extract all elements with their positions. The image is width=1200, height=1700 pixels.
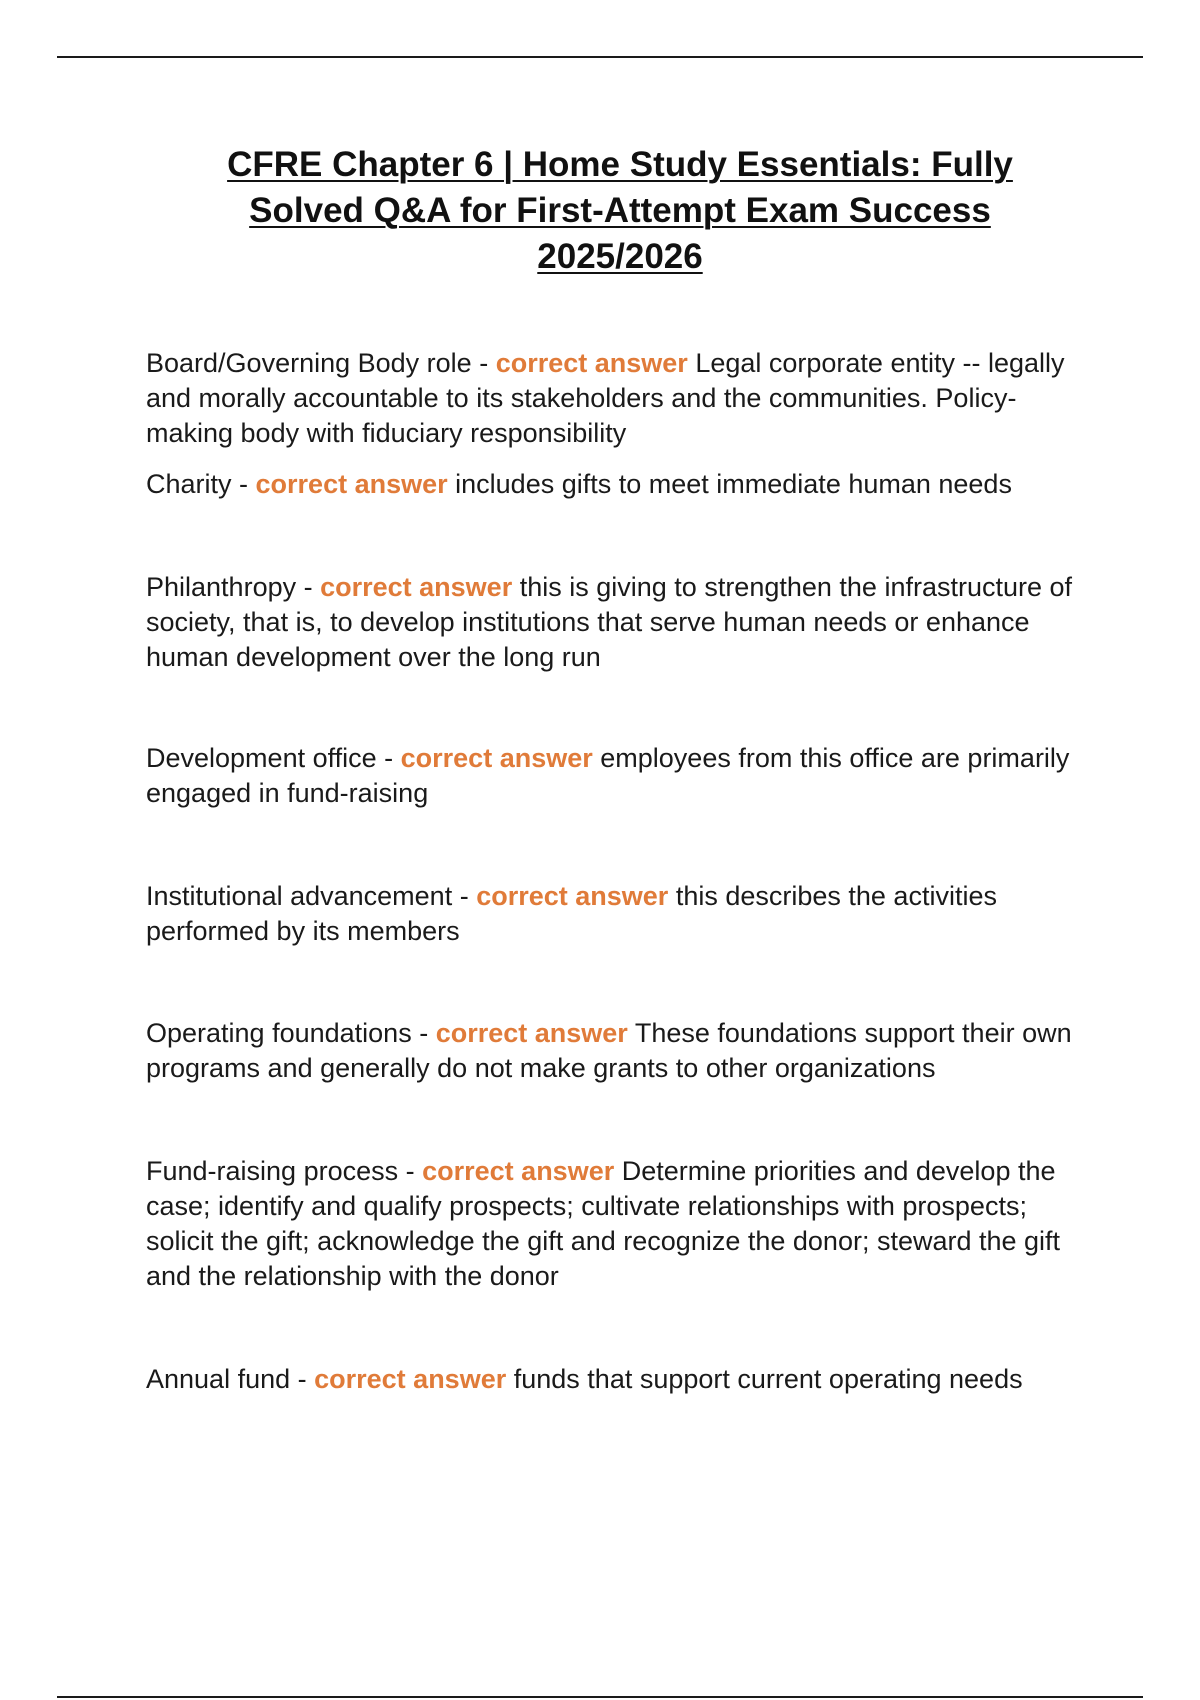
qa-term: Development office — [146, 743, 377, 773]
correct-answer-label: correct answer — [435, 1018, 628, 1048]
qa-separator: - — [452, 881, 477, 911]
correct-answer-label: correct answer — [422, 1156, 615, 1186]
qa-separator: - — [398, 1156, 423, 1186]
qa-item-institutional-advancement — [146, 879, 1086, 949]
correct-answer-label: correct answer — [314, 1364, 507, 1394]
qa-term: Charity — [146, 469, 232, 499]
qa-definition: funds that support current operating needs — [513, 1364, 1023, 1394]
title-line-1: CFRE Chapter 6 | Home Study Essentials: Fully — [227, 145, 1013, 184]
qa-definition: Legal corporate entity -- legally and morally accountable to its stakeholders and the communities. Policy-making body with fiduciary responsibility — [146, 348, 1065, 448]
qa-term: Institutional advancement — [146, 881, 453, 911]
qa-term: Annual fund — [146, 1364, 291, 1394]
document-title — [160, 142, 1080, 280]
top-rule — [57, 56, 1143, 58]
bottom-rule — [57, 1696, 1143, 1698]
qa-definition: includes gifts to meet immediate human needs — [455, 469, 1012, 499]
qa-separator: - — [411, 1018, 436, 1048]
qa-item-annual-fund — [146, 1362, 1086, 1397]
qa-separator: - — [376, 743, 401, 773]
qa-definition: Determine priorities and develop the case; identify and qualify prospects; cultivate relationships with prospects; solicit the gift; acknowledge the gift and recognize the donor; steward the gift and the relationship with the donor — [146, 1156, 1061, 1291]
qa-separator: - — [471, 348, 496, 378]
qa-item-fund-raising-process — [146, 1154, 1086, 1294]
qa-item-charity — [146, 467, 1086, 502]
qa-definition: this is giving to strengthen the infrastructure of society, that is, to develop institutions that serve human needs or enhance human development over the long run — [146, 572, 1073, 672]
qa-item-philanthropy — [146, 570, 1086, 675]
correct-answer-label: correct answer — [255, 469, 448, 499]
qa-separator: - — [296, 572, 321, 602]
qa-term: Philanthropy — [146, 572, 297, 602]
qa-definition: this describes the activities performed by its members — [146, 881, 997, 946]
correct-answer-label: correct answer — [476, 881, 669, 911]
title-line-3: 2025/2026 — [537, 237, 703, 276]
qa-item-development-office — [146, 741, 1086, 811]
qa-item-board-role — [146, 346, 1086, 451]
qa-separator: - — [290, 1364, 315, 1394]
qa-term: Fund-raising process — [146, 1156, 399, 1186]
correct-answer-label: correct answer — [320, 572, 513, 602]
correct-answer-label: correct answer — [495, 348, 688, 378]
qa-term: Board/Governing Body role — [146, 348, 472, 378]
title-line-2: Solved Q&A for First-Attempt Exam Success — [249, 191, 991, 230]
qa-term: Operating foundations — [146, 1018, 412, 1048]
qa-separator: - — [231, 469, 256, 499]
qa-item-operating-foundations — [146, 1016, 1086, 1086]
qa-definition: These foundations support their own programs and generally do not make grants to other organizations — [146, 1018, 1072, 1083]
qa-definition: employees from this office are primarily engaged in fund-raising — [146, 743, 1070, 808]
correct-answer-label: correct answer — [400, 743, 593, 773]
